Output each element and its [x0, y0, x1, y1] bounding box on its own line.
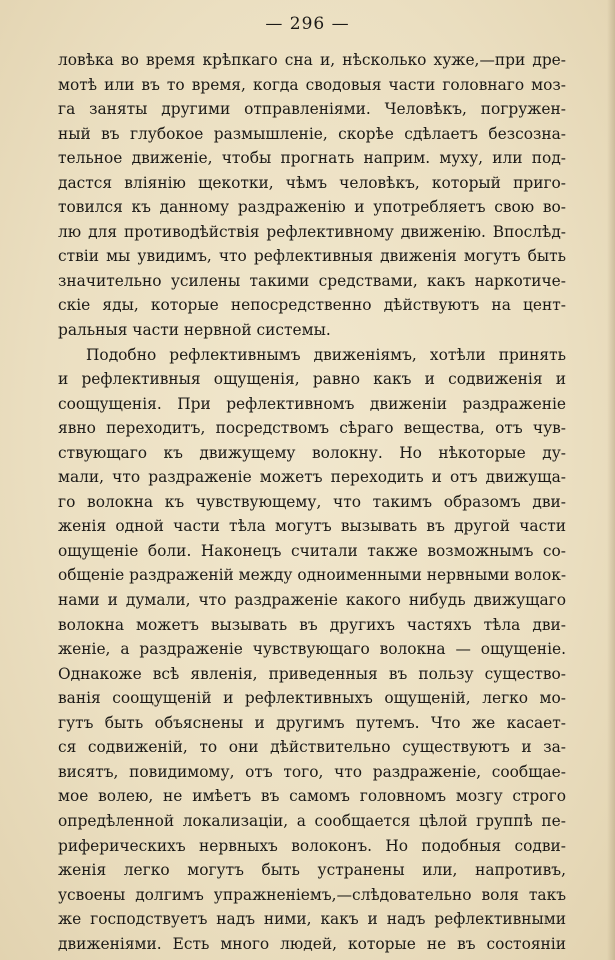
text-line: мали, что раздраженіе можетъ переходить и отъ движуща-: [58, 468, 566, 487]
page-number: — 296 —: [265, 14, 350, 34]
text-line: нами и думали, что раздраженіе какого нибудь движущаго: [58, 591, 566, 610]
text-line: Однакоже всѣ явленія, приведенныя въ пользу существо-: [58, 664, 566, 683]
text-line: ный въ глубокое размышленіе, скорѣе сдѣлаетъ безсозна-: [58, 124, 566, 143]
text-line: ловѣка во время крѣпкаго сна и, нѣсколько хуже,—при дре-: [58, 51, 566, 69]
text-line: скіе яды, которые непосредственно дѣйствуютъ на цент-: [58, 296, 566, 315]
text-line: дастся вліянію щекотки, чѣмъ человѣкъ, который приго-: [58, 173, 566, 192]
page-edge-shadow: [607, 0, 615, 960]
text-line: женіе, а раздраженіе чувствующаго волокна — ощущеніе.: [58, 640, 566, 659]
text-line: ральныя части нервной системы.: [58, 321, 331, 340]
text-line: риферическихъ нервныхъ волоконъ. Но подобныя содви-: [58, 836, 566, 855]
text-line: усвоены долгимъ упражненіемъ,—слѣдовательно воля такъ: [58, 885, 566, 904]
text-line: ванія соощущеній и рефлективныхъ ощущеній, легко мо-: [58, 689, 566, 708]
text-line: явно переходитъ, посредствомъ сѣраго вещества, отъ чув-: [58, 419, 566, 438]
text-line: висятъ, повидимому, отъ того, что раздраженіе, сообщае-: [58, 762, 566, 781]
text-line: опредѣленной локализаціи, а сообщается цѣлой группѣ пе-: [58, 811, 566, 830]
text-line: значительно усилены такими средствами, какъ наркотиче-: [58, 271, 566, 290]
text-line: тельное движеніе, чтобы прогнать наприм. муху, или под-: [58, 149, 566, 168]
text-line: гутъ быть объяснены и другимъ путемъ. Что же касает-: [58, 713, 566, 732]
body-text: [58, 48, 566, 956]
text-line: мотѣ или въ то время, когда сводовыя части головнаго моз-: [58, 75, 566, 94]
text-line: ся содвиженій, то они дѣйствительно существуютъ и за-: [58, 738, 566, 757]
text-line: мое волею, не имѣетъ въ самомъ головномъ мозгу строго: [58, 787, 566, 806]
text-line: общеніе раздраженій между одноименными нервными волок-: [58, 566, 566, 585]
text-line: ощущеніе боли. Наконецъ считали также возможнымъ со-: [58, 541, 566, 560]
text-line: товился къ данному раздраженію и употребляетъ свою во-: [58, 198, 566, 217]
text-line: женія легко могутъ быть устранены или, напротивъ,: [58, 861, 566, 880]
text-line: и рефлективныя ощущенія, равно какъ и содвиженія и: [58, 370, 566, 389]
text-line: ствующаго къ движущему волокну. Но нѣкоторые ду-: [58, 443, 566, 462]
text-line: га заняты другими отправленіями. Человѣкъ, погружен-: [58, 100, 566, 119]
text-line: лю для противодѣйствія рефлективному движенію. Впослѣд-: [58, 222, 566, 241]
text-line: ствіи мы увидимъ, что рефлективныя движенія могутъ быть: [58, 247, 566, 266]
text-line: движеніями. Есть много людей, которые не въ состояніи: [58, 934, 566, 953]
text-line: же господствуетъ надъ ними, какъ и надъ рефлективными: [58, 910, 566, 929]
text-line: волокна можетъ вызывать въ другихъ частяхъ тѣла дви-: [58, 615, 566, 634]
text-line: Подобно рефлективнымъ движеніямъ, хотѣли принять: [86, 345, 566, 364]
text-line: женія одной части тѣла могутъ вызывать въ другой части: [58, 517, 566, 536]
text-line: го волокна къ чувствующему, что такимъ образомъ дви-: [58, 492, 566, 511]
text-line: соощущенія. При рефлективномъ движеніи раздраженіе: [58, 394, 566, 413]
